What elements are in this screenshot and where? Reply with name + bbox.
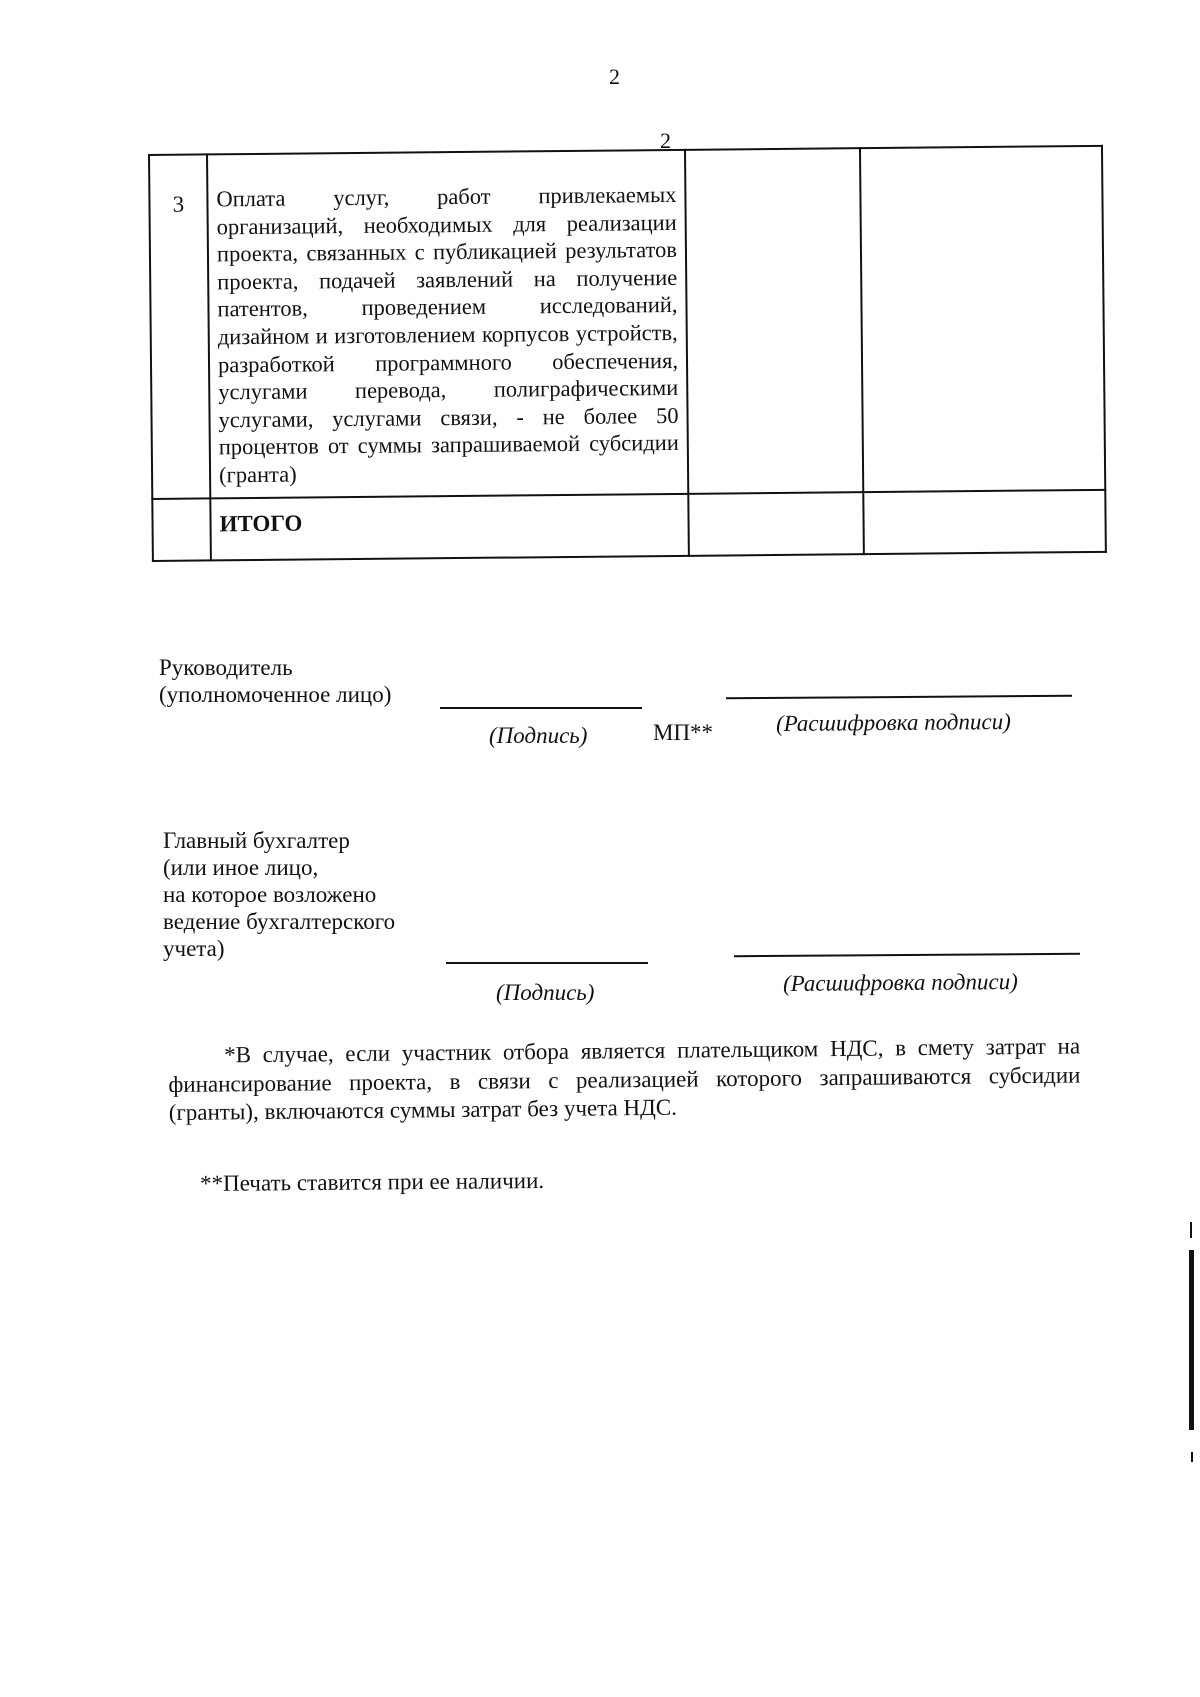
table-row [149, 146, 1105, 499]
accountant-decoding-line [734, 953, 1080, 957]
total-amount-cell-empty [863, 489, 1106, 553]
accountant-role-line: учета) [163, 936, 225, 961]
head-role-line: Руководитель [159, 655, 293, 680]
head-signature-line [440, 707, 642, 709]
head-signature-caption: (Подпись) [489, 723, 588, 748]
total-number-cell-empty [152, 498, 211, 561]
total-amount-cell-empty [688, 492, 864, 556]
accountant-signature-caption: (Подпись) [496, 980, 595, 1005]
accountant-decoding-caption: (Расшифровка подписи) [782, 968, 1018, 997]
accountant-role-line: Главный бухгалтер [163, 828, 350, 853]
head-role-label [159, 654, 391, 708]
accountant-role-label [163, 827, 395, 962]
head-decoding-line [726, 695, 1072, 699]
accountant-role-line: на которое возложено [163, 882, 377, 907]
stamp-label: МП** [653, 720, 714, 745]
accountant-signature-line [446, 962, 648, 964]
scan-edge-mark [1189, 1250, 1194, 1430]
page-number-top: 2 [609, 64, 620, 89]
budget-table [148, 145, 1107, 562]
total-row [152, 489, 1106, 560]
head-role-line: (уполномоченное лицо) [159, 682, 392, 707]
page-number-second: 2 [660, 128, 671, 153]
scan-edge-mark [1190, 1222, 1192, 1238]
expense-description-cell: Оплата услуг, работ привлекаемых организаций, необходимых для реализации проекта, связанных с публикацией результатов проекта, подачей заявлений на получение патентов, проведением исследований, дизайном и изготовлением корпусов устройств, разработкой программного обеспечения, услугами перевода, полиграфическими услугами, услугами связи, - не более 50 процентов от суммы запрашиваемой субсидии (гранта) [207, 150, 688, 498]
scan-edge-mark [1191, 1452, 1193, 1462]
seal-footnote: **Печать ставится при ее наличии. [200, 1167, 545, 1196]
row-number-cell: 3 [149, 154, 210, 498]
vat-footnote: *В случае, если участник отбора является плательщиком НДС, в смету затрат на финансирование проекта, в связи с реализацией которого запрашиваются субсидии (гранты), включаются суммы затрат без учета НДС. [168, 1033, 1081, 1125]
total-label-cell: ИТОГО [210, 493, 689, 560]
amount-cell-empty [860, 146, 1105, 492]
amount-cell-empty [685, 148, 863, 493]
head-decoding-caption: (Расшифровка подписи) [775, 708, 1011, 737]
accountant-role-line: ведение бухгалтерского [163, 909, 396, 934]
accountant-role-line: (или иное лицо, [163, 855, 319, 880]
